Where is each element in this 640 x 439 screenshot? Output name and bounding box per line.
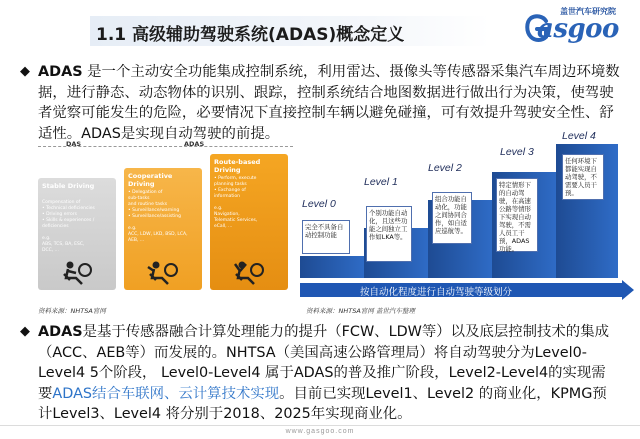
level-2-box: 组合功能自动化，功能之间协同合作，如自适应巡航等。: [432, 192, 472, 244]
level-3-label: Level 3: [500, 146, 534, 158]
paragraph-text-b: 。目前已实现Level1、Level2 的商业化，KPMG预计Level3、Level4 将分别于2018、2025年实现商业化。: [38, 385, 607, 422]
das-adas-figure: [38, 140, 298, 305]
level-0-box: 完全不具备自动控制功能: [302, 220, 350, 254]
paragraph-text-a: 是基于传感器融合计算处理能力的提升（FCW、LDW等）以及底层控制技术的集成（ACC、AEB等）而发展的。NHTSA（美国高速公路管理局）将自动驾驶分为Level0-Level4 5个阶段， Level0-Level4 属于ADAS的普及推广阶段，Level2-Level4的实现需要: [38, 324, 609, 402]
footer-divider: [0, 425, 640, 426]
slide-title: 1.1 高级辅助驾驶系统(ADAS)概念定义: [96, 25, 405, 45]
left-figure-source: 资料来源：NHTSA官网: [38, 307, 106, 315]
driver-hands-free-icon: [230, 260, 266, 286]
adas-development-paragraph: [20, 322, 620, 425]
driver-seat-icon: [58, 260, 94, 286]
adas-label: ADAS: [184, 140, 205, 148]
driver-relaxed-icon: [144, 260, 180, 286]
right-figure-source: 资料来源：NHTSA官网 盖世汽车整理: [306, 307, 415, 315]
level-4-box: 任何环境下都能实现自动驾驶，不需要人员干预。: [562, 154, 604, 200]
stable-driving-column: [38, 178, 116, 290]
slide-header: [0, 0, 640, 58]
das-label: DAS: [66, 140, 82, 148]
logo-english-text: asgoo: [537, 14, 619, 44]
level-3-box: 特定情形下的自动驾驶，在高速公路等情形下实现自动驾驶，不需人员工干预，ADAS功能。: [496, 178, 538, 252]
route-based-driving-column: [210, 154, 288, 290]
highlighted-text: ADAS结合车联网、云计算技术实现: [52, 385, 280, 402]
column-body: • Perform, execute planning tasks • Exchange of information e.g. Navigation, Telematic Services, eCall, ...: [214, 176, 258, 229]
column-title: Stable Driving: [42, 182, 95, 190]
level-4-label: Level 4: [562, 130, 596, 142]
column-title: Cooperative Driving: [128, 172, 173, 188]
diamond-bullet-icon: ◆: [20, 64, 30, 79]
level-0-step: [300, 256, 366, 278]
arrow-right-icon: [622, 280, 634, 300]
automation-level-staircase: [300, 128, 630, 298]
level-1-label: Level 1: [364, 176, 398, 188]
level-2-label: Level 2: [428, 162, 462, 174]
paragraph-text: 是一个主动安全功能集成控制系统，利用雷达、摄像头等传感器采集汽车周边环境数据，进行静态、动态物体的识别、跟踪，控制系统结合地图数据进行做出行为决策，使驾驶者觉察可能发生的危险，必要情况下直接控制车辆以避免碰撞，可有效提升驾驶安全性、舒适性。ADAS是实现自动驾驶的前提。: [38, 64, 620, 142]
logo-chinese-text: 盖世汽车研究院: [560, 7, 616, 16]
footer-url: www.gasgoo.com: [285, 428, 355, 435]
cooperative-driving-column: [124, 168, 202, 290]
level-1-box: 个别功能自动化，且这些功能之间独立工作如LKA等。: [366, 206, 412, 262]
column-body: • Delegation of sub-tasks and routine tasks • Surveillance/warning • Surveillance/assisting e.g. ACC, LDW, LKD, BSD, LCA, AEB, ...: [128, 190, 188, 243]
paragraph-lead: ADAS: [38, 64, 83, 80]
column-title: Route-based Driving: [214, 158, 261, 174]
diamond-bullet-icon: ◆: [20, 324, 30, 339]
level-0-label: Level 0: [302, 198, 336, 210]
paragraph-lead: ADAS: [38, 324, 83, 340]
column-body: Compensation of • Technical deficiencies • Driving errors • Skills & experiences / deficiencies e.g. ABS, TCS, BA, ESC, DCC, ...: [42, 200, 95, 253]
automation-arrow-text: 按自动化程度进行自动驾驶等级划分: [360, 287, 513, 298]
